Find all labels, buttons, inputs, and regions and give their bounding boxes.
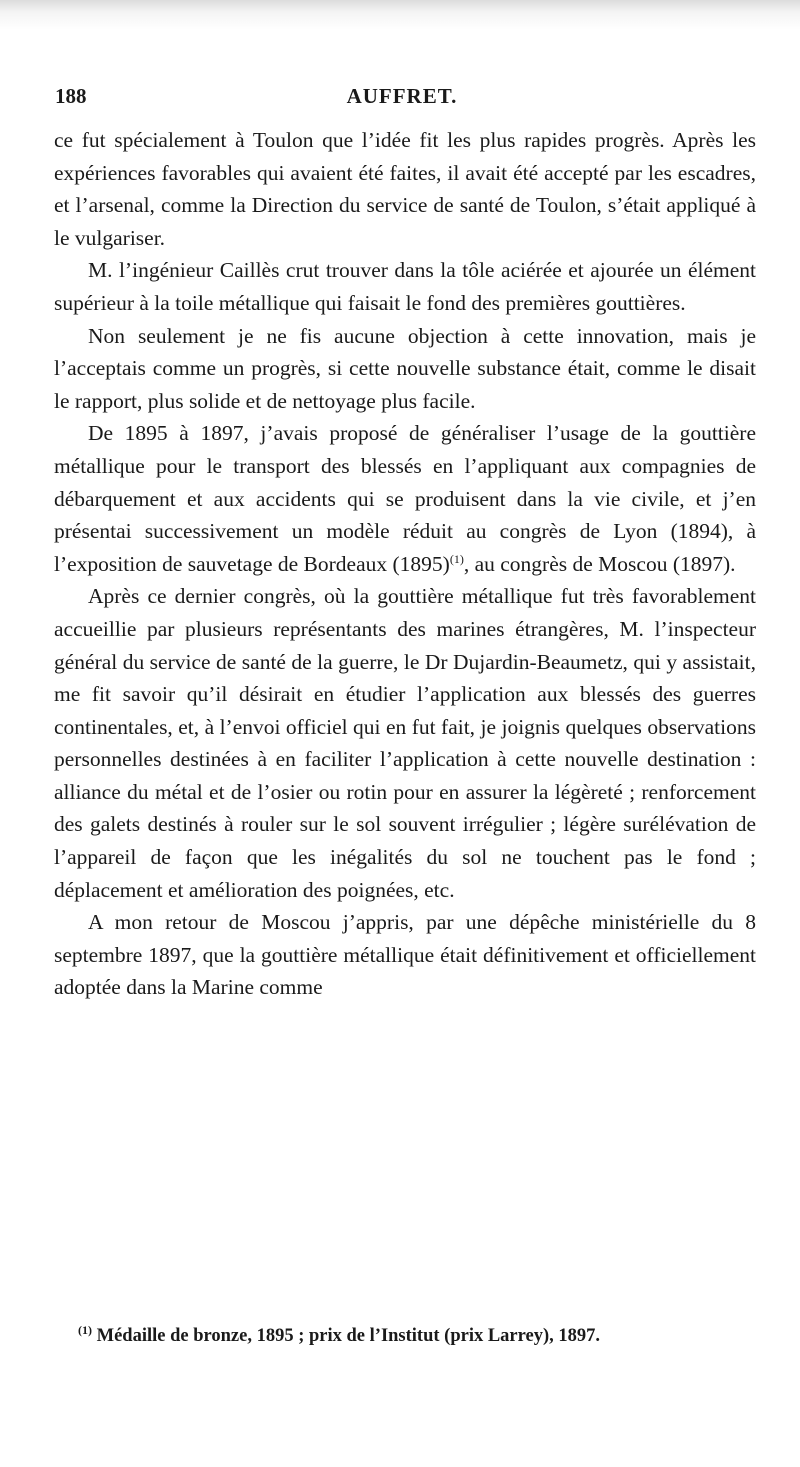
- footnote-text: Médaille de bronze, 1895 ; prix de l’Institut (prix Larrey), 1897.: [92, 1326, 601, 1346]
- paragraph: M. l’ingénieur Caillès crut trouver dans la tôle aciérée et ajourée un élément supérieur à la toile métallique qui faisait le fond des premières gouttières.: [54, 258, 756, 315]
- paragraph: Non seulement je ne fis aucune objection à cette innovation, mais je l’acceptais comme un progrès, si cette nouvelle substance était, comme le disait le rapport, plus solide et de nettoyage plus facile.: [54, 323, 756, 413]
- running-head: AUFFRET.: [346, 84, 458, 108]
- paragraph-text: , au congrès de Moscou (1897).: [463, 551, 736, 576]
- footnote-marker: (1): [78, 1322, 92, 1337]
- footnote: [78, 1323, 768, 1349]
- footnote-reference: (1): [449, 551, 464, 566]
- body-text: [54, 124, 756, 1004]
- paragraph-with-note: [54, 417, 756, 580]
- page-number: 188: [55, 84, 87, 108]
- paragraph-text: De 1895 à 1897, j’avais proposé de généraliser l’usage de la gouttière métallique pour le transport des blessés en l’appliquant aux compagnies de débarquement et aux accidents qui se produisent dans la vie civile, et j’en présentai successivement un modèle réduit au congrès de Lyon (1894), à l’exposition de sauvetage de Bordeaux (1895): [54, 421, 756, 576]
- page-header: [52, 84, 752, 114]
- paragraph: Après ce dernier congrès, où la gouttière métallique fut très favorablement accueillie par plusieurs représentants des marines étrangères, M. l’inspecteur général du service de santé de la guerre, le Dr Dujardin-Beaumetz, qui y assistait, me fit savoir qu’il désirait en étudier l’application aux blessés des guerres continentales, et, à l’envoi officiel qui en fut fait, je joignis quelques observations personnelles destinées à en faciliter l’application à cette nouvelle destination : alliance du métal et de l’osier ou rotin pour en assurer la légèreté ; renforcement des galets destinés à rouler sur le sol souvent irrégulier ; légère surélévation de l’appareil de façon que les inégalités du sol ne touchent pas le fond ; déplacement et amélioration des poignées, etc.: [54, 584, 756, 902]
- paragraph: A mon retour de Moscou j’appris, par une dépêche ministérielle du 8 septembre 1897, que la gouttière métallique était définitivement et officiellement adoptée dans la Marine comme: [54, 910, 756, 1000]
- paragraph: ce fut spécialement à Toulon que l’idée fit les plus rapides progrès. Après les expériences favorables qui avaient été faites, il avait été accepté par les escadres, et l’arsenal, comme la Direction du service de santé de Toulon, s’était appliqué à le vulgariser.: [54, 128, 756, 250]
